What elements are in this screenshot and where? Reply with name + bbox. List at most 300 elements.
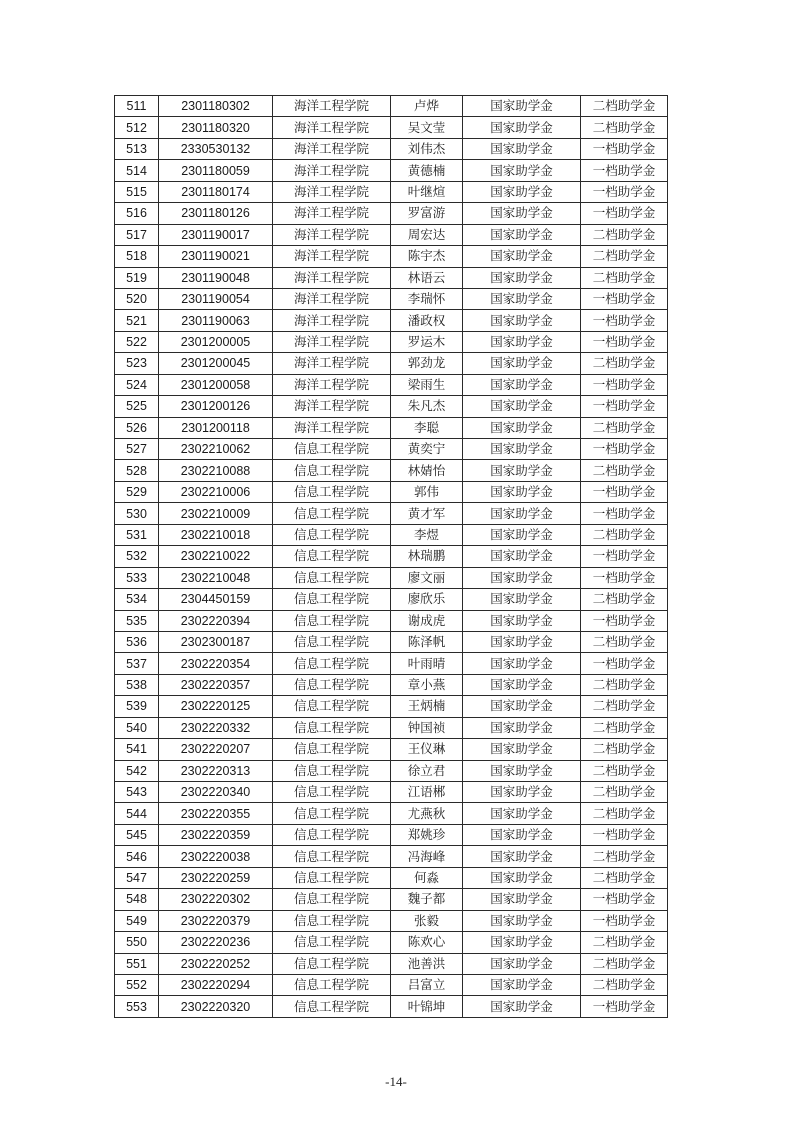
grant-type-cell: 国家助学金 [463,181,581,202]
student-name-cell: 冯海峰 [391,846,463,867]
grant-type-cell: 国家助学金 [463,867,581,888]
student-id-cell: 2302220359 [159,824,273,845]
grant-type-cell: 国家助学金 [463,846,581,867]
student-id-cell: 2302220379 [159,910,273,931]
row-number-cell: 540 [115,717,159,738]
grant-type-cell: 国家助学金 [463,996,581,1017]
student-name-cell: 叶锦坤 [391,996,463,1017]
grant-level-cell: 一档助学金 [581,996,668,1017]
table-row [115,460,668,481]
grant-level-cell: 二档助学金 [581,782,668,803]
student-id-cell: 2301180320 [159,117,273,138]
college-name-cell: 海洋工程学院 [273,374,391,395]
grant-level-cell: 二档助学金 [581,267,668,288]
grant-level-cell: 二档助学金 [581,460,668,481]
table-row [115,331,668,352]
student-name-cell: 廖文丽 [391,567,463,588]
student-id-cell: 2302300187 [159,631,273,652]
college-name-cell: 海洋工程学院 [273,203,391,224]
college-name-cell: 信息工程学院 [273,824,391,845]
student-name-cell: 卢烨 [391,96,463,117]
student-name-cell: 陈欢心 [391,932,463,953]
student-name-cell: 朱凡杰 [391,396,463,417]
row-number-cell: 537 [115,653,159,674]
grant-type-cell: 国家助学金 [463,739,581,760]
student-id-cell: 2301180302 [159,96,273,117]
grant-level-cell: 二档助学金 [581,224,668,245]
student-name-cell: 王仪琳 [391,739,463,760]
table-row [115,846,668,867]
student-name-cell: 池善洪 [391,953,463,974]
grant-level-cell: 一档助学金 [581,396,668,417]
row-number-cell: 518 [115,246,159,267]
page-number: -14- [385,1074,407,1089]
table-row [115,653,668,674]
table-row [115,117,668,138]
table-row [115,481,668,502]
grant-type-cell: 国家助学金 [463,567,581,588]
student-id-cell: 2302220340 [159,782,273,803]
student-name-cell: 徐立君 [391,760,463,781]
row-number-cell: 542 [115,760,159,781]
row-number-cell: 550 [115,932,159,953]
grant-type-cell: 国家助学金 [463,417,581,438]
student-id-cell: 2302220236 [159,932,273,953]
college-name-cell: 信息工程学院 [273,846,391,867]
student-name-cell: 章小燕 [391,674,463,695]
student-id-cell: 2301200118 [159,417,273,438]
student-id-cell: 2302210088 [159,460,273,481]
table-row [115,889,668,910]
student-id-cell: 2301180126 [159,203,273,224]
college-name-cell: 信息工程学院 [273,653,391,674]
college-name-cell: 海洋工程学院 [273,117,391,138]
table-row [115,310,668,331]
student-name-cell: 郭劲龙 [391,353,463,374]
college-name-cell: 信息工程学院 [273,974,391,995]
grant-level-cell: 二档助学金 [581,96,668,117]
student-id-cell: 2302210006 [159,481,273,502]
row-number-cell: 545 [115,824,159,845]
college-name-cell: 信息工程学院 [273,610,391,631]
row-number-cell: 512 [115,117,159,138]
student-id-cell: 2304450159 [159,589,273,610]
table-row [115,224,668,245]
college-name-cell: 信息工程学院 [273,910,391,931]
grant-level-cell: 二档助学金 [581,803,668,824]
student-id-cell: 2302220313 [159,760,273,781]
grant-level-cell: 一档助学金 [581,203,668,224]
grant-level-cell: 二档助学金 [581,696,668,717]
table-row [115,181,668,202]
row-number-cell: 539 [115,696,159,717]
row-number-cell: 534 [115,589,159,610]
table-row [115,546,668,567]
student-id-cell: 2302220302 [159,889,273,910]
row-number-cell: 551 [115,953,159,974]
table-row [115,524,668,545]
table-row [115,824,668,845]
grant-type-cell: 国家助学金 [463,589,581,610]
table-body [115,96,668,1018]
college-name-cell: 海洋工程学院 [273,396,391,417]
college-name-cell: 信息工程学院 [273,867,391,888]
college-name-cell: 海洋工程学院 [273,246,391,267]
row-number-cell: 516 [115,203,159,224]
student-name-cell: 李瑞怀 [391,288,463,309]
college-name-cell: 信息工程学院 [273,717,391,738]
table-row [115,631,668,652]
student-name-cell: 李聪 [391,417,463,438]
grant-type-cell: 国家助学金 [463,653,581,674]
student-id-cell: 2302220125 [159,696,273,717]
college-name-cell: 信息工程学院 [273,953,391,974]
grant-type-cell: 国家助学金 [463,288,581,309]
grant-level-cell: 一档助学金 [581,567,668,588]
student-id-cell: 2302220394 [159,610,273,631]
grant-level-cell: 一档助学金 [581,610,668,631]
grant-type-cell: 国家助学金 [463,803,581,824]
student-id-cell: 2302220207 [159,739,273,760]
college-name-cell: 信息工程学院 [273,739,391,760]
grant-level-cell: 一档助学金 [581,374,668,395]
table-row [115,717,668,738]
row-number-cell: 530 [115,503,159,524]
college-name-cell: 信息工程学院 [273,439,391,460]
grant-type-cell: 国家助学金 [463,353,581,374]
grant-level-cell: 二档助学金 [581,760,668,781]
student-id-cell: 2302220252 [159,953,273,974]
grant-type-cell: 国家助学金 [463,974,581,995]
row-number-cell: 553 [115,996,159,1017]
grant-level-cell: 二档助学金 [581,589,668,610]
student-name-cell: 吕富立 [391,974,463,995]
grant-type-cell: 国家助学金 [463,374,581,395]
table-row [115,288,668,309]
grant-type-cell: 国家助学金 [463,760,581,781]
row-number-cell: 515 [115,181,159,202]
grant-type-cell: 国家助学金 [463,674,581,695]
row-number-cell: 548 [115,889,159,910]
row-number-cell: 552 [115,974,159,995]
grant-level-cell: 二档助学金 [581,974,668,995]
student-name-cell: 张毅 [391,910,463,931]
student-id-cell: 2302210022 [159,546,273,567]
college-name-cell: 海洋工程学院 [273,288,391,309]
student-name-cell: 吴文莹 [391,117,463,138]
college-name-cell: 海洋工程学院 [273,267,391,288]
student-name-cell: 刘伟杰 [391,138,463,159]
row-number-cell: 524 [115,374,159,395]
college-name-cell: 海洋工程学院 [273,138,391,159]
grant-type-cell: 国家助学金 [463,396,581,417]
table-row [115,353,668,374]
student-id-cell: 2302220259 [159,867,273,888]
college-name-cell: 信息工程学院 [273,567,391,588]
row-number-cell: 514 [115,160,159,181]
student-name-cell: 周宏达 [391,224,463,245]
student-name-cell: 黄奕宁 [391,439,463,460]
grant-level-cell: 一档助学金 [581,889,668,910]
row-number-cell: 520 [115,288,159,309]
college-name-cell: 信息工程学院 [273,546,391,567]
table-row [115,696,668,717]
table-row [115,782,668,803]
grant-type-cell: 国家助学金 [463,953,581,974]
grant-level-cell: 二档助学金 [581,932,668,953]
row-number-cell: 526 [115,417,159,438]
college-name-cell: 海洋工程学院 [273,417,391,438]
college-name-cell: 信息工程学院 [273,503,391,524]
table-row [115,739,668,760]
grant-level-cell: 一档助学金 [581,546,668,567]
student-id-cell: 2302210018 [159,524,273,545]
row-number-cell: 549 [115,910,159,931]
row-number-cell: 535 [115,610,159,631]
college-name-cell: 信息工程学院 [273,460,391,481]
grant-type-cell: 国家助学金 [463,824,581,845]
table-row [115,396,668,417]
grant-type-cell: 国家助学金 [463,782,581,803]
student-id-cell: 2302210009 [159,503,273,524]
grant-level-cell: 一档助学金 [581,288,668,309]
grant-type-cell: 国家助学金 [463,932,581,953]
row-number-cell: 513 [115,138,159,159]
grant-level-cell: 二档助学金 [581,353,668,374]
row-number-cell: 523 [115,353,159,374]
college-name-cell: 信息工程学院 [273,481,391,502]
college-name-cell: 海洋工程学院 [273,331,391,352]
grant-type-cell: 国家助学金 [463,224,581,245]
grant-type-cell: 国家助学金 [463,546,581,567]
row-number-cell: 521 [115,310,159,331]
grant-type-cell: 国家助学金 [463,246,581,267]
college-name-cell: 海洋工程学院 [273,96,391,117]
student-name-cell: 魏子都 [391,889,463,910]
row-number-cell: 531 [115,524,159,545]
grant-level-cell: 二档助学金 [581,717,668,738]
row-number-cell: 511 [115,96,159,117]
grant-level-cell: 一档助学金 [581,181,668,202]
grant-type-cell: 国家助学金 [463,910,581,931]
table-row [115,910,668,931]
student-name-cell: 罗富游 [391,203,463,224]
grant-type-cell: 国家助学金 [463,696,581,717]
college-name-cell: 信息工程学院 [273,996,391,1017]
student-id-cell: 2302220355 [159,803,273,824]
grant-type-cell: 国家助学金 [463,160,581,181]
grant-level-cell: 一档助学金 [581,481,668,502]
student-name-cell: 潘政权 [391,310,463,331]
grant-type-cell: 国家助学金 [463,203,581,224]
table-row [115,610,668,631]
grant-level-cell: 二档助学金 [581,417,668,438]
college-name-cell: 信息工程学院 [273,696,391,717]
scholarship-table [114,95,668,1018]
student-name-cell: 黄德楠 [391,160,463,181]
table-row [115,867,668,888]
student-id-cell: 2302220354 [159,653,273,674]
college-name-cell: 海洋工程学院 [273,224,391,245]
college-name-cell: 信息工程学院 [273,782,391,803]
student-name-cell: 梁雨生 [391,374,463,395]
student-id-cell: 2301190017 [159,224,273,245]
student-id-cell: 2302210062 [159,439,273,460]
college-name-cell: 信息工程学院 [273,932,391,953]
table-row [115,417,668,438]
student-id-cell: 2330530132 [159,138,273,159]
college-name-cell: 信息工程学院 [273,889,391,910]
student-id-cell: 2302220038 [159,846,273,867]
grant-level-cell: 一档助学金 [581,331,668,352]
grant-type-cell: 国家助学金 [463,138,581,159]
row-number-cell: 538 [115,674,159,695]
student-name-cell: 叶继煊 [391,181,463,202]
student-name-cell: 陈宇杰 [391,246,463,267]
row-number-cell: 529 [115,481,159,502]
grant-level-cell: 一档助学金 [581,160,668,181]
student-id-cell: 2301190063 [159,310,273,331]
grant-type-cell: 国家助学金 [463,889,581,910]
grant-level-cell: 二档助学金 [581,117,668,138]
grant-level-cell: 一档助学金 [581,824,668,845]
student-id-cell: 2301200045 [159,353,273,374]
row-number-cell: 543 [115,782,159,803]
student-name-cell: 钟国祯 [391,717,463,738]
student-id-cell: 2302220332 [159,717,273,738]
student-name-cell: 林语云 [391,267,463,288]
grant-level-cell: 二档助学金 [581,953,668,974]
table-row [115,96,668,117]
student-id-cell: 2301190021 [159,246,273,267]
grant-type-cell: 国家助学金 [463,460,581,481]
table-row [115,439,668,460]
table-row [115,374,668,395]
row-number-cell: 519 [115,267,159,288]
student-name-cell: 林瑞鹏 [391,546,463,567]
table-row [115,953,668,974]
table-row [115,996,668,1017]
student-id-cell: 2301190048 [159,267,273,288]
row-number-cell: 547 [115,867,159,888]
college-name-cell: 海洋工程学院 [273,353,391,374]
table-row [115,160,668,181]
student-name-cell: 何淼 [391,867,463,888]
grant-level-cell: 二档助学金 [581,524,668,545]
grant-level-cell: 二档助学金 [581,739,668,760]
student-id-cell: 2302220294 [159,974,273,995]
grant-type-cell: 国家助学金 [463,481,581,502]
grant-level-cell: 二档助学金 [581,867,668,888]
row-number-cell: 517 [115,224,159,245]
grant-level-cell: 二档助学金 [581,246,668,267]
row-number-cell: 528 [115,460,159,481]
grant-level-cell: 一档助学金 [581,310,668,331]
student-name-cell: 李煜 [391,524,463,545]
grant-type-cell: 国家助学金 [463,310,581,331]
grant-level-cell: 一档助学金 [581,503,668,524]
college-name-cell: 海洋工程学院 [273,310,391,331]
grant-type-cell: 国家助学金 [463,331,581,352]
table-row [115,246,668,267]
student-id-cell: 2301180174 [159,181,273,202]
student-name-cell: 江语郴 [391,782,463,803]
table-row [115,589,668,610]
student-name-cell: 廖欣乐 [391,589,463,610]
college-name-cell: 信息工程学院 [273,760,391,781]
row-number-cell: 522 [115,331,159,352]
grant-type-cell: 国家助学金 [463,439,581,460]
college-name-cell: 海洋工程学院 [273,160,391,181]
student-id-cell: 2301200058 [159,374,273,395]
student-id-cell: 2302220357 [159,674,273,695]
college-name-cell: 海洋工程学院 [273,181,391,202]
grant-type-cell: 国家助学金 [463,267,581,288]
grant-type-cell: 国家助学金 [463,610,581,631]
table-row [115,567,668,588]
student-name-cell: 尤燕秋 [391,803,463,824]
table-row [115,138,668,159]
table-row [115,267,668,288]
grant-type-cell: 国家助学金 [463,631,581,652]
student-id-cell: 2301180059 [159,160,273,181]
student-name-cell: 谢成虎 [391,610,463,631]
college-name-cell: 信息工程学院 [273,524,391,545]
student-name-cell: 王炳楠 [391,696,463,717]
grant-type-cell: 国家助学金 [463,524,581,545]
grant-level-cell: 一档助学金 [581,653,668,674]
student-name-cell: 黄才军 [391,503,463,524]
table-row [115,974,668,995]
table-row [115,760,668,781]
grant-level-cell: 二档助学金 [581,846,668,867]
grant-level-cell: 一档助学金 [581,138,668,159]
row-number-cell: 527 [115,439,159,460]
grant-level-cell: 一档助学金 [581,439,668,460]
table-row [115,932,668,953]
row-number-cell: 536 [115,631,159,652]
student-id-cell: 2302210048 [159,567,273,588]
table-row [115,203,668,224]
student-id-cell: 2301200126 [159,396,273,417]
table-row [115,503,668,524]
college-name-cell: 信息工程学院 [273,589,391,610]
student-name-cell: 郭伟 [391,481,463,502]
row-number-cell: 544 [115,803,159,824]
row-number-cell: 525 [115,396,159,417]
grant-level-cell: 二档助学金 [581,631,668,652]
grant-type-cell: 国家助学金 [463,117,581,138]
row-number-cell: 546 [115,846,159,867]
student-id-cell: 2301200005 [159,331,273,352]
row-number-cell: 533 [115,567,159,588]
grant-type-cell: 国家助学金 [463,96,581,117]
table-row [115,674,668,695]
student-name-cell: 叶雨晴 [391,653,463,674]
student-id-cell: 2301190054 [159,288,273,309]
college-name-cell: 信息工程学院 [273,674,391,695]
student-id-cell: 2302220320 [159,996,273,1017]
grant-level-cell: 一档助学金 [581,910,668,931]
student-name-cell: 林婧怡 [391,460,463,481]
grant-type-cell: 国家助学金 [463,503,581,524]
grant-type-cell: 国家助学金 [463,717,581,738]
row-number-cell: 532 [115,546,159,567]
student-name-cell: 罗运木 [391,331,463,352]
row-number-cell: 541 [115,739,159,760]
table-row [115,803,668,824]
college-name-cell: 信息工程学院 [273,631,391,652]
